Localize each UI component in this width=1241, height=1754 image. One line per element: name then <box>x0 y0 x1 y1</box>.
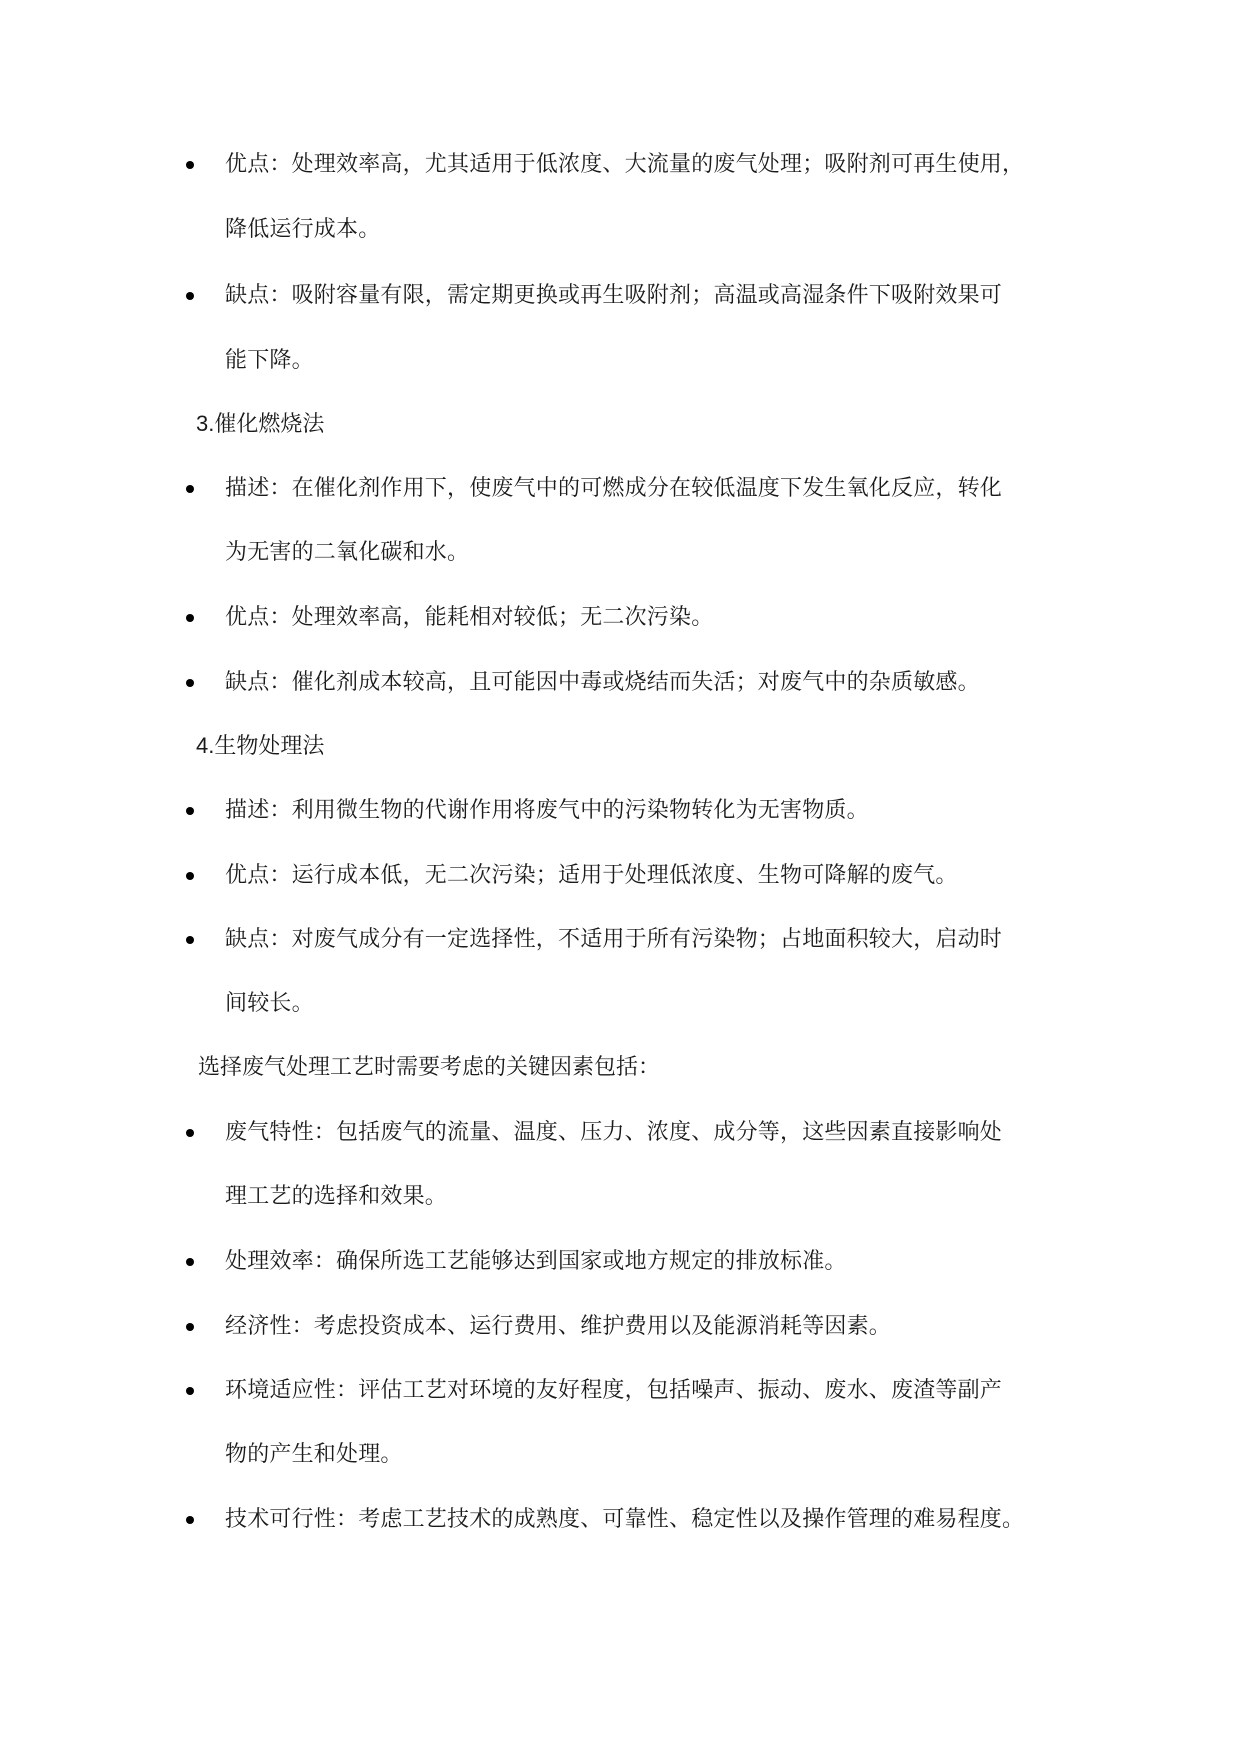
list-bullet <box>186 614 194 622</box>
section-heading <box>196 731 324 762</box>
section-title: 生物处理法 <box>214 734 325 759</box>
list-item-line: 废气特性：包括废气的流量、温度、压力、浓度、成分等，这些因素直接影响处 <box>225 1120 1003 1145</box>
section-number: 3. <box>196 411 215 436</box>
list-item-line: 处理效率：确保所选工艺能够达到国家或地方规定的排放标准。 <box>225 1249 847 1274</box>
list-bullet <box>186 292 194 300</box>
list-item-line: 技术可行性：考虑工艺技术的成熟度、可靠性、稳定性以及操作管理的难易程度。 <box>225 1507 1025 1532</box>
section-number: 4. <box>196 733 215 758</box>
list-item-line: 降低运行成本。 <box>225 217 381 242</box>
list-item-line: 缺点：对废气成分有一定选择性，不适用于所有污染物；占地面积较大，启动时 <box>225 927 1003 952</box>
list-bullet <box>186 679 194 687</box>
list-item-line: 物的产生和处理。 <box>225 1442 403 1467</box>
list-item-line: 为无害的二氧化碳和水。 <box>225 540 470 565</box>
section-title: 催化燃烧法 <box>214 412 325 437</box>
list-item-line: 优点：运行成本低，无二次污染；适用于处理低浓度、生物可降解的废气。 <box>225 863 958 888</box>
list-bullet <box>186 1129 194 1137</box>
list-bullet <box>186 807 194 815</box>
list-item-line: 理工艺的选择和效果。 <box>225 1184 448 1209</box>
list-bullet <box>186 1387 194 1395</box>
list-item-line: 间较长。 <box>225 991 314 1016</box>
list-item-line: 优点：处理效率高，尤其适用于低浓度、大流量的废气处理；吸附剂可再生使用， <box>225 152 1025 177</box>
intro-paragraph: 选择废气处理工艺时需要考虑的关键因素包括： <box>198 1055 661 1080</box>
list-bullet <box>186 1323 194 1331</box>
list-bullet <box>186 1258 194 1266</box>
list-item-line: 经济性：考虑投资成本、运行费用、维护费用以及能源消耗等因素。 <box>225 1314 892 1339</box>
list-item-line: 描述：在催化剂作用下，使废气中的可燃成分在较低温度下发生氧化反应，转化 <box>225 476 1003 501</box>
list-bullet <box>186 936 194 944</box>
list-bullet <box>186 485 194 493</box>
list-item-line: 环境适应性：评估工艺对环境的友好程度，包括噪声、振动、废水、废渣等副产 <box>225 1378 1003 1403</box>
list-item-line: 优点：处理效率高，能耗相对较低；无二次污染。 <box>225 605 714 630</box>
list-item-line: 描述：利用微生物的代谢作用将废气中的污染物转化为无害物质。 <box>225 798 869 823</box>
list-item-line: 缺点：吸附容量有限，需定期更换或再生吸附剂；高温或高湿条件下吸附效果可 <box>225 283 1003 308</box>
list-bullet <box>186 872 194 880</box>
list-item-line: 缺点：催化剂成本较高，且可能因中毒或烧结而失活；对废气中的杂质敏感。 <box>225 670 980 695</box>
list-bullet <box>186 1516 194 1524</box>
list-bullet <box>186 161 194 169</box>
section-heading <box>196 409 324 440</box>
list-item-line: 能下降。 <box>225 348 314 373</box>
